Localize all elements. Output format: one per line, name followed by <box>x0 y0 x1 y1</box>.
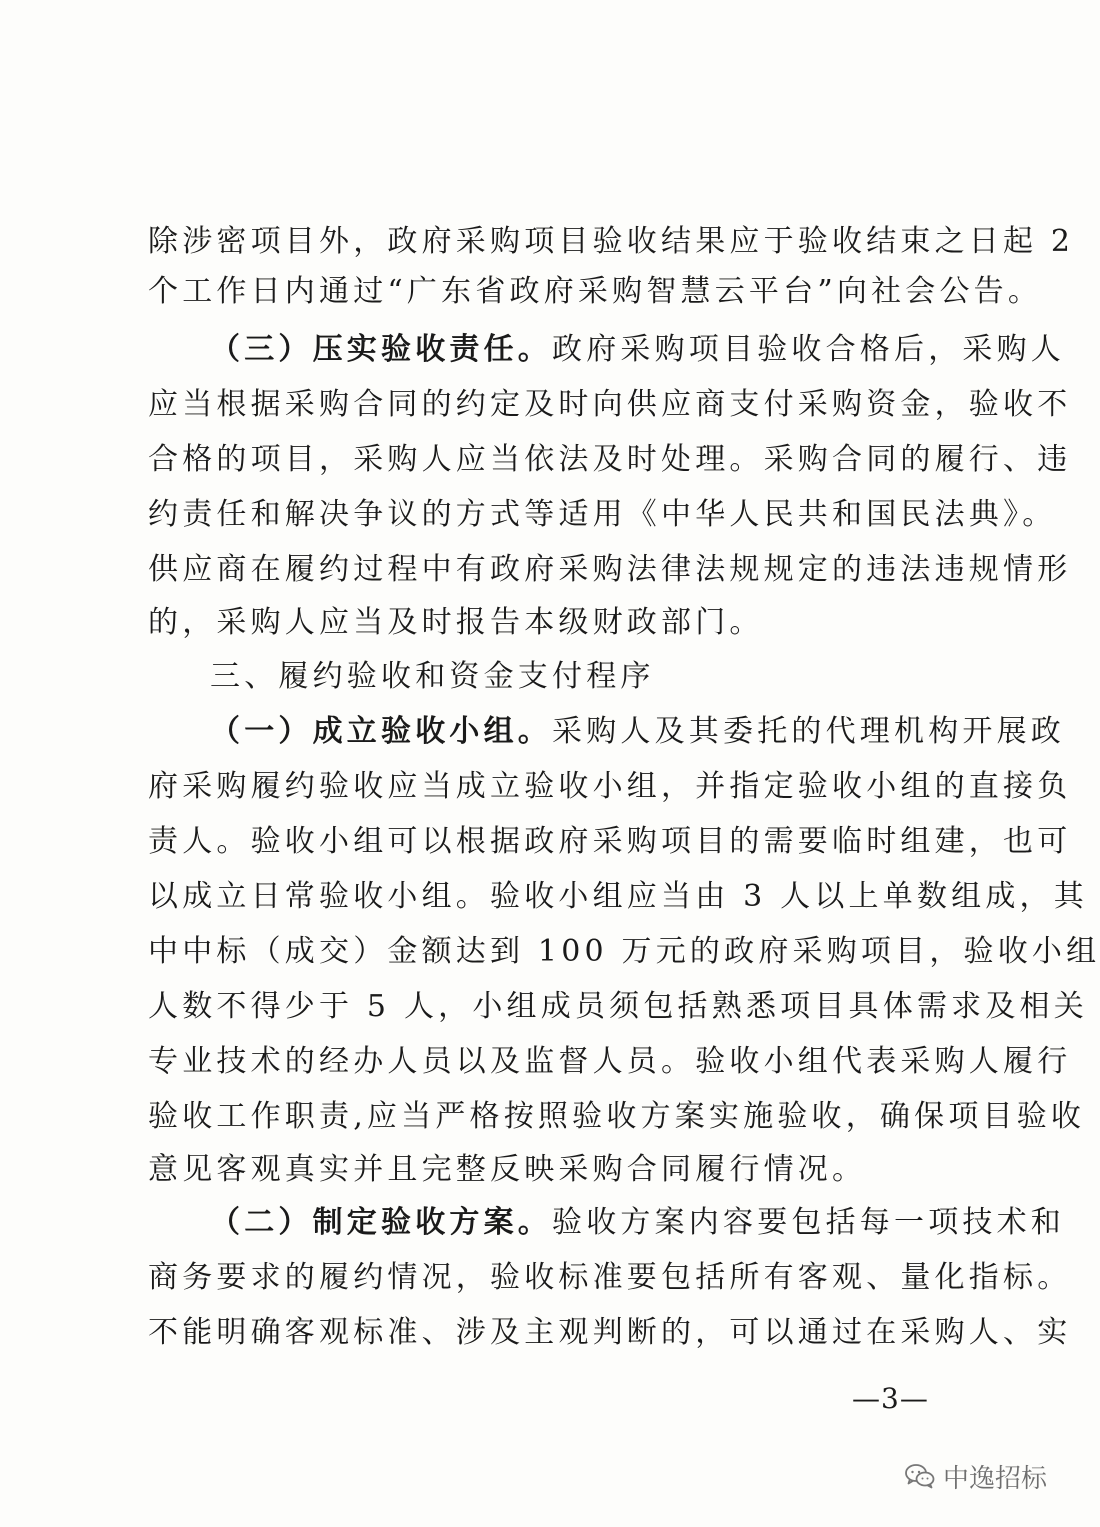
paragraph-3-first-line <box>210 330 1065 370</box>
text-line: 验收工作职责,应当严格按照验收方案实施验收，确保项目验收 <box>148 1099 1086 1134</box>
text-line: 商务要求的履约情况，验收标准要包括所有客观、量化指标。 <box>148 1260 1072 1295</box>
paragraph-1-first-line <box>210 712 1065 752</box>
section-title: 三、履约验收和资金支付程序 <box>210 659 655 694</box>
paragraph-text: 验收方案内容要包括每一项技术和 <box>552 1205 1065 1240</box>
paragraph-text: 政府采购项目验收合格后，采购人 <box>552 332 1065 367</box>
watermark <box>905 1456 1047 1496</box>
paragraph-text: 采购人及其委托的代理机构开展政 <box>552 714 1065 749</box>
text-line: 以成立日常验收小组。验收小组应当由 3 人以上单数组成，其 <box>148 879 1088 914</box>
text-line: 供应商在履约过程中有政府采购法律法规规定的违法违规情形 <box>148 552 1072 587</box>
watermark-text: 中逸招标 <box>943 1463 1048 1494</box>
text-line: 不能明确客观标准、涉及主观判断的，可以通过在采购人、实 <box>148 1315 1072 1350</box>
text-line: 约责任和解决争议的方式等适用《中华人民共和国民法典》。 <box>148 497 1057 532</box>
text-line: 责人。验收小组可以根据政府采购项目的需要临时组建，也可 <box>148 824 1072 859</box>
text-line: 合格的项目，采购人应当依法及时处理。采购合同的履行、违 <box>148 442 1072 477</box>
section-heading: （三）压实验收责任。 <box>210 332 552 367</box>
text-line: 意见客观真实并且完整反映采购合同履行情况。 <box>148 1152 867 1187</box>
section-heading: （二）制定验收方案。 <box>210 1205 552 1240</box>
section-heading: （一）成立验收小组。 <box>210 714 552 749</box>
text-line: 中中标（成交）金额达到 100 万元的政府采购项目，验收小组 <box>148 934 1100 969</box>
text-line: 除涉密项目外，政府采购项目验收结果应于验收结束之日起 2 <box>148 224 1075 259</box>
wechat-icon <box>905 1463 935 1489</box>
page-number: —3— <box>852 1382 929 1415</box>
paragraph-2-first-line <box>210 1203 1065 1243</box>
text-line: 府采购履约验收应当成立验收小组，并指定验收小组的直接负 <box>148 769 1072 804</box>
text-line: 的，采购人应当及时报告本级财政部门。 <box>148 605 764 640</box>
text-line: 个工作日内通过“广东省政府采购智慧云平台”向社会公告。 <box>148 274 1043 309</box>
text-line: 应当根据采购合同的约定及时向供应商支付采购资金，验收不 <box>148 387 1072 422</box>
text-line: 专业技术的经办人员以及监督人员。验收小组代表采购人履行 <box>148 1044 1072 1079</box>
text-line: 人数不得少于 5 人，小组成员须包括熟悉项目具体需求及相关 <box>148 989 1088 1024</box>
